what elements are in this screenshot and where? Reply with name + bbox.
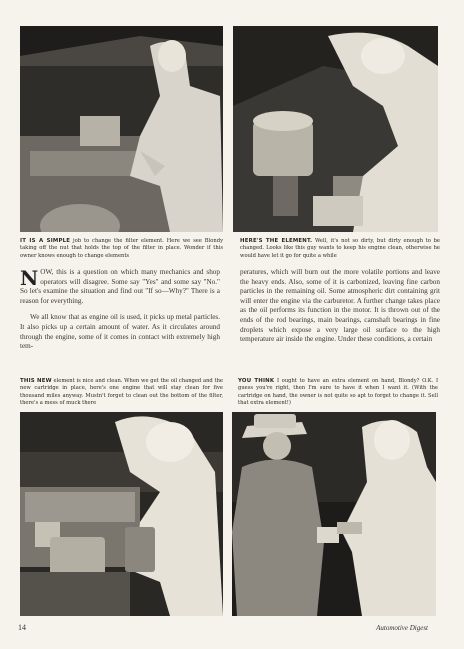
drop-cap: N [20,266,39,290]
article-column-right [240,268,440,352]
photo-top-left [20,26,223,232]
article-text: peratures, which will burn out the more volatile portions and leave the heavy ends. Also, some of it is carbonized, leaving fine carbon particles in the remaining oil. Some atmospheric dirt containing grit will enter the engine via the carburetor. A further change takes place as the oil performs its function in the motor. It is thrown out of the ends of the rod bearings, main bearings, camshaft bearings in fine droplets which expose a very large oil surface to the high temperature air inside the engine. Under these conditions, a certain [240,268,440,344]
caption-text: I ought to have an extra element on hand, Blondy? O.K. I guess you're right, then I'm sure to have it when I want it. (With the cartridge on hand, the owner is not quite so apt to forget to change it. Sell that extra element!) [238,378,438,407]
photo-bottom-right [232,412,436,616]
article-text: We all know that as engine oil is used, it picks up metal particles. It also picks up a certain amount of water. As it circulates around through the engine, some of it comes in contact with extremely high tem- [20,313,220,351]
caption-lead: IT IS A SIMPLE [20,238,71,244]
caption-lead: THIS NEW [20,378,52,384]
caption-top-left [20,238,223,260]
caption-bottom-left [20,378,223,408]
caption-top-right [240,238,440,260]
caption-text: element is nice and clean. When we get the oil changed and the new cartridge in place, here's one engine that will stay clean for five thousand miles anyway. Mustn't forget to clean out the bottom of the filter, there's a mess of muck there [20,378,223,407]
page-number: 14 [18,623,26,632]
photo-man-and-woman-talking [232,412,436,616]
article-text: OW, this is a question on which many mechanics and shop operators will disagree. Some say "Yes" and some say "No." So let's examine the situation and find out "If so—Why?" There is a reason for everything. [20,268,220,305]
caption-text: Well, it's not so dirty, but dirty enough to be changed. Looks like this guy wants to keep his engine clean, otherwise he would have let it go for quite a while [240,238,441,259]
photo-man-at-engine [20,26,223,232]
photo-woman-with-cartridge [20,412,223,616]
article-paragraph [20,268,220,306]
caption-lead: YOU THINK [238,378,275,384]
magazine-name: Automotive Digest [376,624,428,632]
photo-top-right [233,26,438,232]
article-paragraph [240,268,440,345]
caption-text: job to change the filter element. Here we see Blondy taking off the nut that holds the top of the filter in place. Wonder if this owner knows enough to change elements [20,238,223,259]
article-paragraph [20,313,220,351]
photo-filter-housing [233,26,438,232]
caption-lead: HERE'S THE ELEMENT. [240,238,313,244]
caption-bottom-right [238,378,438,408]
photo-bottom-left [20,412,223,616]
article-column-left [20,268,220,359]
